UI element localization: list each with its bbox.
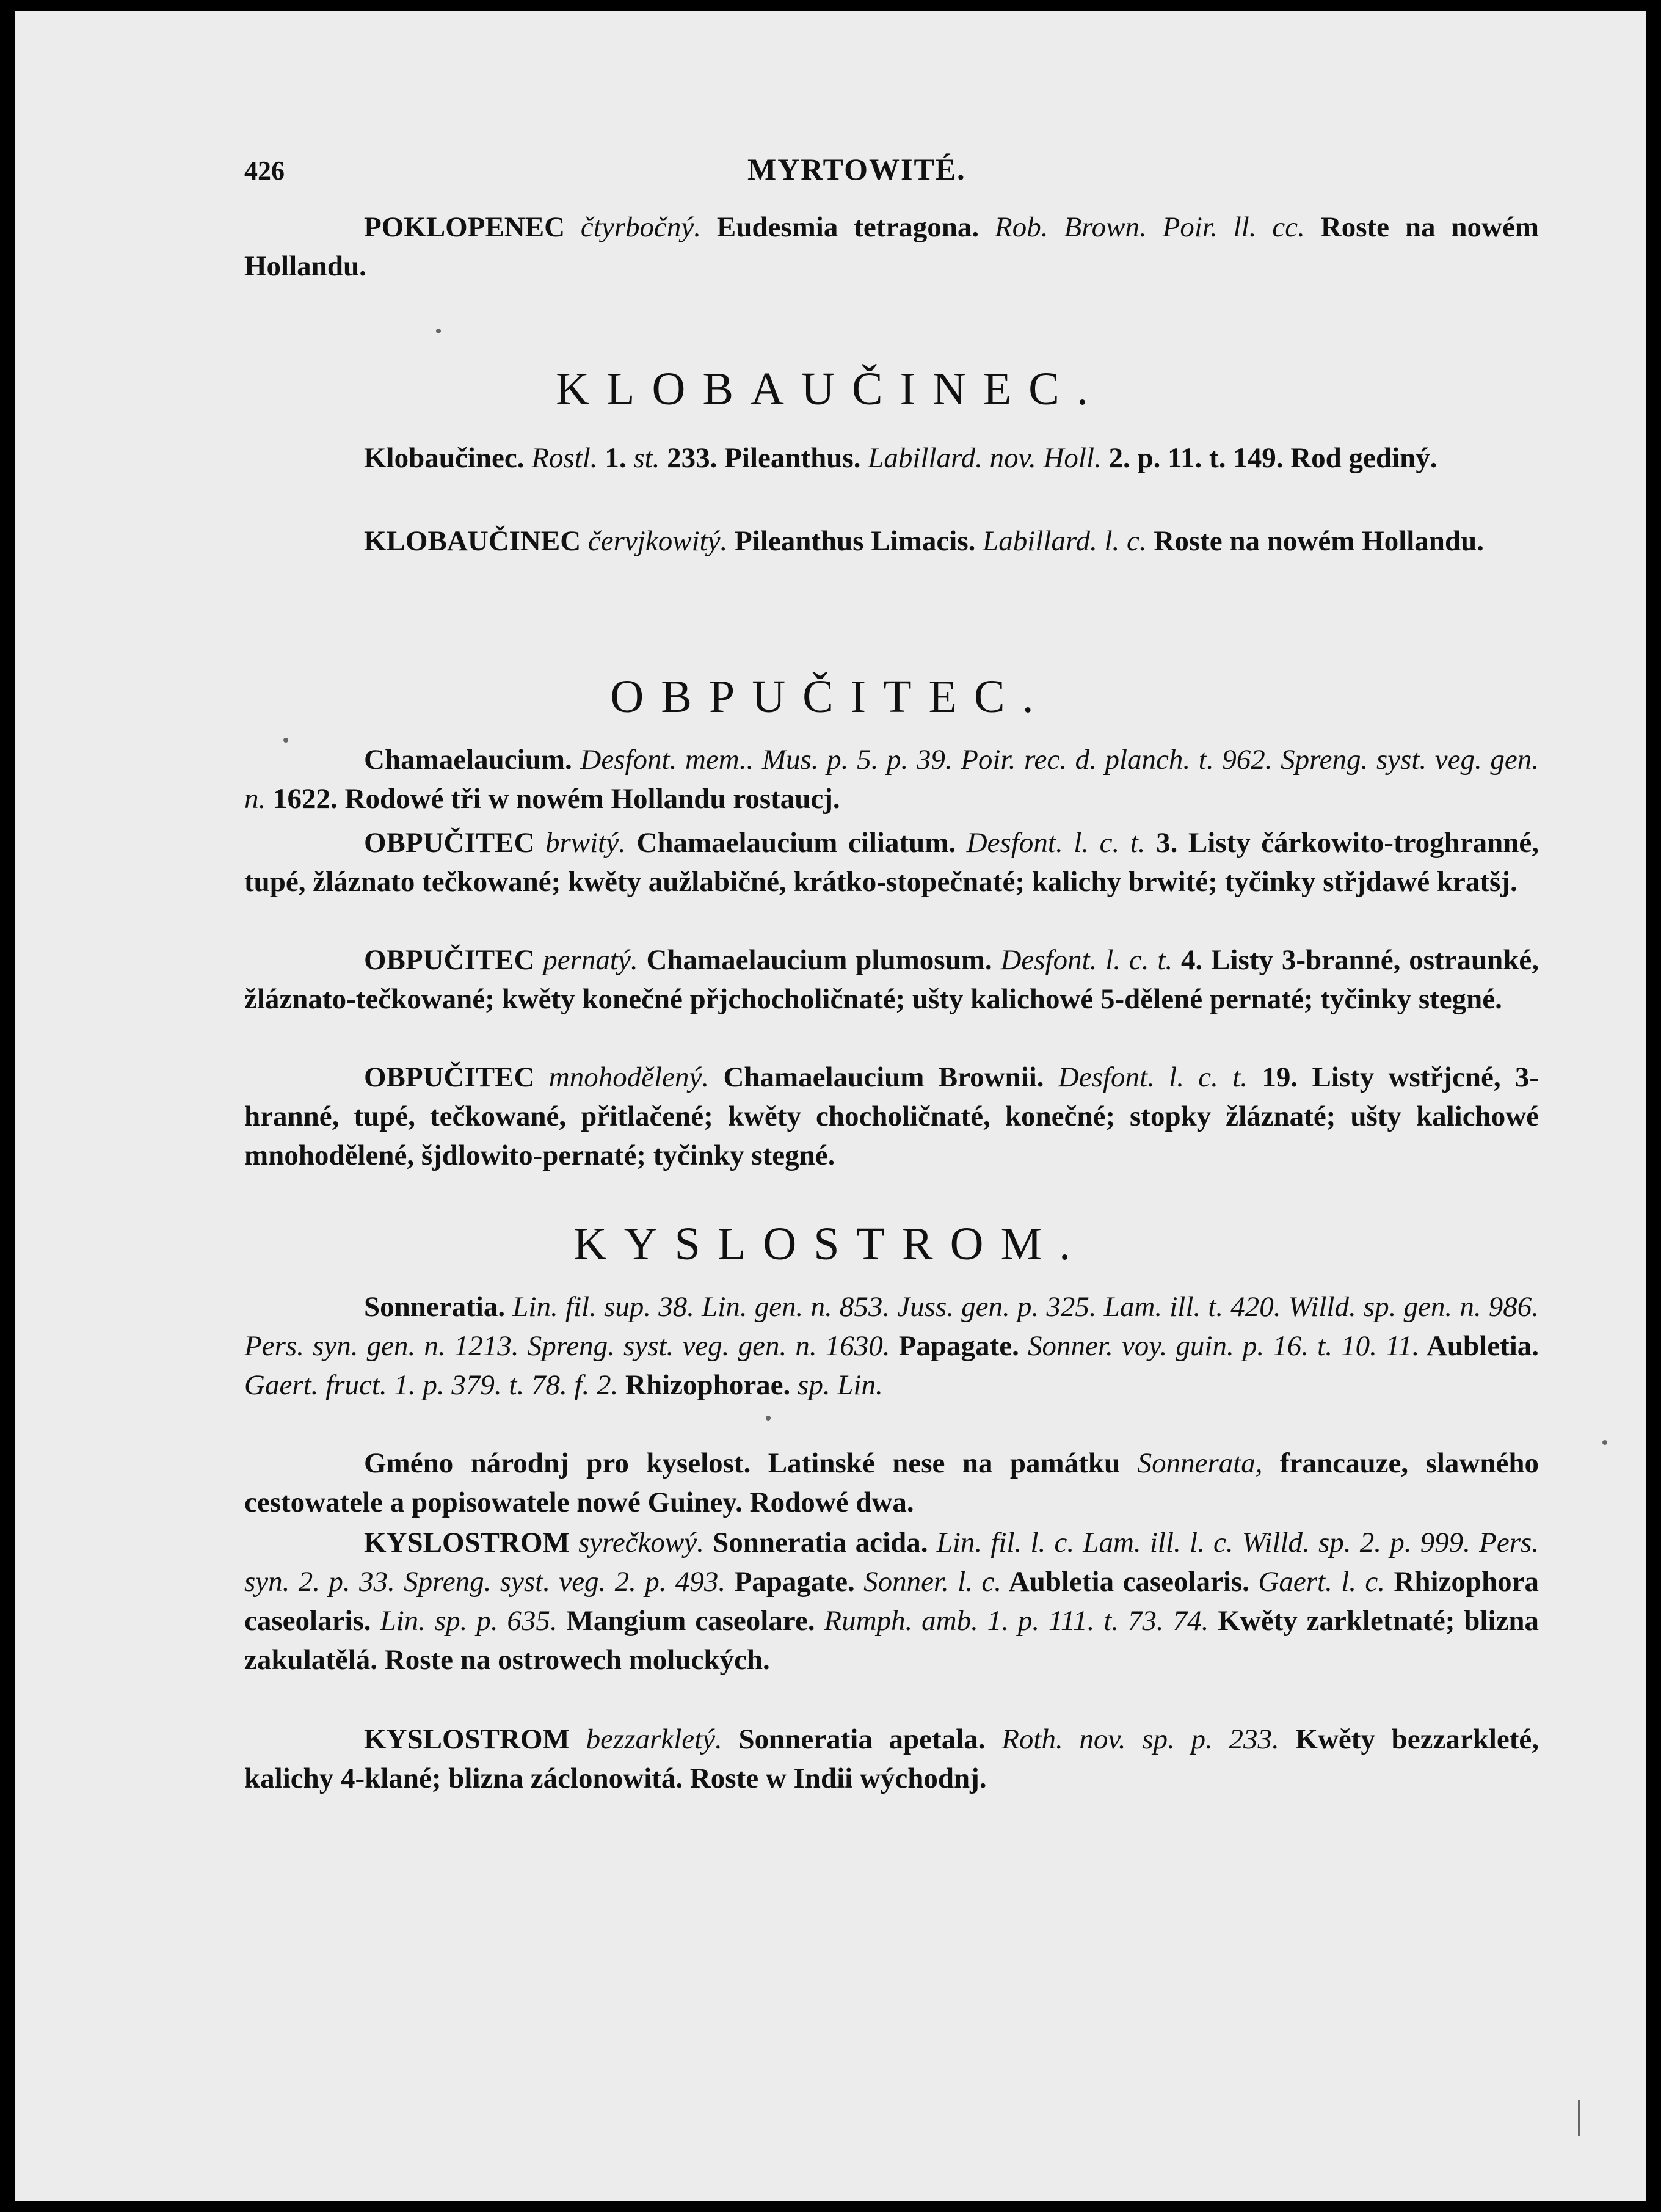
reference-number: 3. — [1156, 827, 1178, 859]
reference-number: 2. p. 11. t. 149. — [1108, 442, 1284, 474]
genus-heading-klobaucinec: KLOBAUČINEC. — [556, 363, 1105, 415]
reference: Desfont. l. c. t. — [966, 827, 1146, 859]
scientific-name: Chamaelaucium ciliatum. — [636, 827, 956, 859]
references: Gaert. l. c. — [1258, 1566, 1385, 1598]
note: Rodowé tři w nowém Hollandu rostaucj. — [344, 783, 840, 815]
references: Gaert. fruct. 1. p. 379. t. 78. f. 2. — [244, 1369, 619, 1401]
scanned-page — [15, 11, 1646, 2201]
reference: Desfont. l. c. t. — [1058, 1061, 1248, 1093]
scientific-name: Pileanthus. — [724, 442, 861, 474]
references: Sonner. voy. guin. p. 16. t. 10. 11. — [1028, 1330, 1420, 1362]
scientific-name: Sonneratia apetala. — [738, 1723, 986, 1755]
reference-number: 1. — [605, 442, 627, 474]
scientific-name: Sonneratia. — [364, 1291, 506, 1323]
reference: st. — [633, 442, 660, 474]
species-name: OBPUČITEC — [364, 944, 535, 976]
reference-number: 19. — [1262, 1061, 1298, 1093]
epithet: čtyrbočný. — [580, 211, 701, 243]
references: Rob. Brown. Poir. ll. cc. — [995, 211, 1305, 243]
references: Desfont. mem.. Mus. p. 5. p. 39. Poir. rec. d. planch. t. 962. Spreng. syst. veg. gen. n. — [244, 744, 1539, 815]
synonym: Rhizophorae. — [625, 1369, 791, 1401]
species-name: KYSLOSTROM — [364, 1723, 570, 1755]
reference-number: 1622. — [273, 783, 338, 815]
synonym: Mangium caseolare. — [566, 1605, 815, 1637]
genus-name: Klobaučinec. — [364, 442, 525, 474]
description: Kwěty zarkletnaté; blizna zakulatělá. Roste na ostrowech moluckých. — [244, 1605, 1539, 1676]
species-name: KYSLOSTROM — [364, 1527, 570, 1559]
references: sp. Lin. — [798, 1369, 883, 1401]
epithet: pernatý. — [543, 944, 638, 976]
reference: Labillard. l. c. — [983, 525, 1147, 557]
species-name: OBPUČITEC — [364, 1061, 535, 1093]
species-name: KLOBAUČINEC — [364, 525, 581, 557]
references: Lin. fil. l. c. Lam. ill. l. c. Willd. sp. 2. p. 999. Pers. syn. 2. p. 33. Spreng. syst. veg. 2. p. 493. — [244, 1527, 1539, 1598]
paragraph-obpucitec-mnohodeleny — [244, 1058, 1539, 1175]
species-name: OBPUČITEC — [364, 827, 535, 859]
reference-number: 233. — [667, 442, 718, 474]
scientific-name: Chamaelaucium plumosum. — [646, 944, 992, 976]
synonym: Aubletia caseolaris. — [1008, 1566, 1250, 1598]
synonym: Papagate. — [734, 1566, 855, 1598]
epithet: mnohodělený. — [548, 1061, 710, 1093]
species-name: POKLOPENEC — [364, 211, 565, 243]
paragraph-kyslostrom-bezzarklety — [244, 1720, 1539, 1798]
description: Listy wstřjcné, 3-hranné, tupé, tečkowané, přitlačené; kwěty chocholičnaté, konečné; stopky žláznaté; ušty kalichowé mnohodělené, šjdlowito-pernaté; tyčinky stegné. — [244, 1061, 1539, 1171]
description: Kwěty bezzarkleté, kalichy 4-klané; blizna záclonowitá. Roste w Indii wýchodnj. — [244, 1723, 1539, 1794]
scan-speck — [766, 1416, 771, 1421]
scan-speck — [1578, 2100, 1580, 2136]
note: Gméno národnj pro kyselost. Latinské nese na památku — [364, 1447, 1121, 1479]
scientific-name: Sonneratia acida. — [713, 1527, 928, 1559]
page-number: 426 — [244, 156, 285, 186]
paragraph-obpucitec-intro — [244, 740, 1539, 818]
reference: Labillard. nov. Holl. — [868, 442, 1102, 474]
genus-heading-kyslostrom: KYSLOSTROM. — [573, 1218, 1088, 1270]
scientific-name: Chamaelaucium Brownii. — [723, 1061, 1044, 1093]
synonym: Aubletia. — [1426, 1330, 1539, 1362]
description: Listy 3-branné, ostraunké, žláznato-tečkowané; kwěty konečné přjchocholičnaté; ušty kalichowé 5-dělené pernaté; tyčinky stegné. — [244, 944, 1539, 1015]
epithet: bezzarkletý. — [586, 1723, 722, 1755]
synonym: Papagate. — [898, 1330, 1019, 1362]
paragraph-kyslostrom-intro — [244, 1287, 1539, 1405]
distribution: Roste na nowém Hollandu. — [244, 211, 1539, 282]
paragraph-klobaucinec-species — [244, 522, 1539, 561]
running-title: MYRTOWITÉ. — [747, 152, 966, 186]
synonym: Rhizophora caseolaris. — [244, 1566, 1539, 1637]
epithet: červjkowitý. — [587, 525, 728, 557]
scan-speck — [283, 738, 288, 743]
genus-heading-obpucitec: OBPUČITEC. — [610, 671, 1051, 722]
scientific-name: Eudesmia tetragona. — [716, 211, 980, 243]
reference: Rostl. — [531, 442, 598, 474]
honoree-name: Sonnerata, — [1137, 1447, 1263, 1479]
paragraph-kyslostrom-syreckowy — [244, 1523, 1539, 1679]
paragraph-kyslostrom-note — [244, 1444, 1539, 1522]
description: Listy čárkowito-troghranné, tupé, žláznato tečkowané; kwěty aužlabičné, krátko-stopečnaté; kalichy brwité; tyčinky střjdawé kratšj. — [244, 827, 1539, 898]
references: Lin. fil. sup. 38. Lin. gen. n. 853. Juss. gen. p. 325. Lam. ill. t. 420. Willd. sp. gen. n. 986. Pers. syn. gen. n. 1213. Spreng. syst. veg. gen. n. 1630. — [244, 1291, 1539, 1362]
epithet: syrečkowý. — [578, 1527, 704, 1559]
scan-speck — [436, 329, 441, 333]
reference: Desfont. l. c. t. — [1000, 944, 1173, 976]
scan-speck — [1602, 1440, 1607, 1445]
epithet: brwitý. — [545, 827, 626, 859]
paragraph-obpucitec-brwity — [244, 823, 1539, 901]
note: Rod gediný. — [1290, 442, 1437, 474]
scientific-name: Pileanthus Limacis. — [735, 525, 976, 557]
reference-number: 4. — [1181, 944, 1203, 976]
references: Lin. sp. p. 635. — [380, 1605, 558, 1637]
paragraph-klobaucinec-intro — [244, 438, 1539, 478]
paragraph-poklopenec — [244, 208, 1539, 286]
references: Sonner. l. c. — [863, 1566, 1001, 1598]
distribution: Roste na nowém Hollandu. — [1154, 525, 1484, 557]
references: Roth. nov. sp. p. 233. — [1001, 1723, 1279, 1755]
references: Rumph. amb. 1. p. 111. t. 73. 74. — [824, 1605, 1209, 1637]
scientific-name: Chamaelaucium. — [364, 744, 572, 776]
paragraph-obpucitec-pernaty — [244, 940, 1539, 1019]
note: francauze, slawného cestowatele a popisowatele nowé Guiney. Rodowé dwa. — [244, 1447, 1539, 1518]
